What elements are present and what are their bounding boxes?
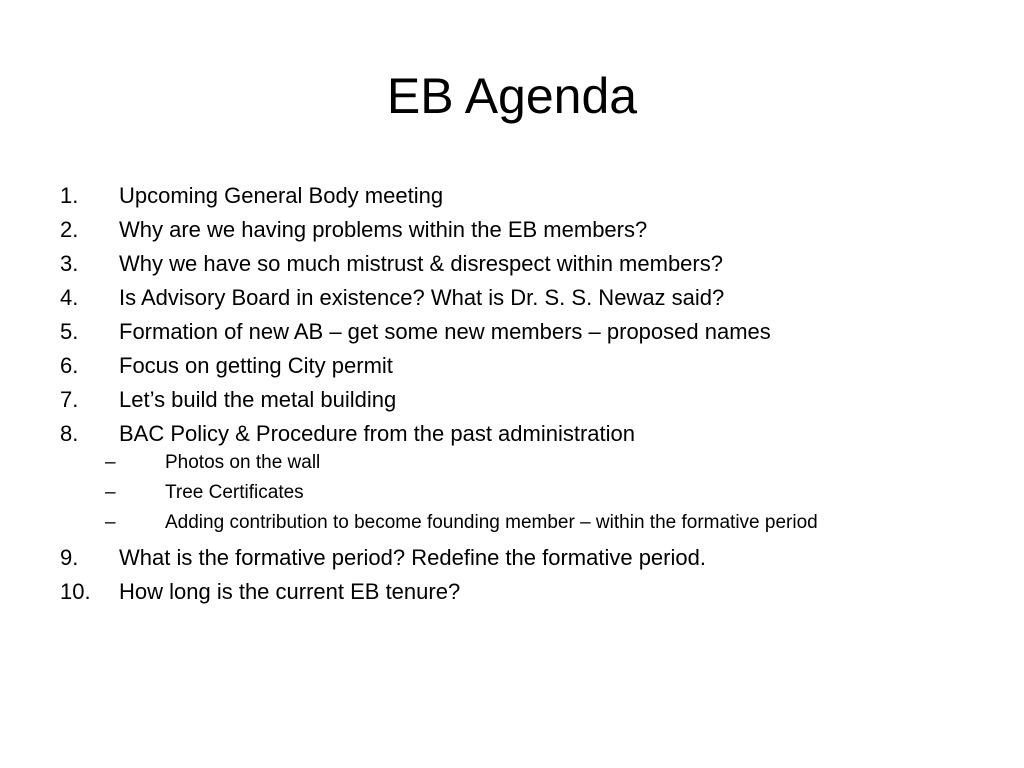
item-text: Upcoming General Body meeting	[119, 183, 444, 208]
agenda-subitem	[60, 511, 960, 535]
subitem-text: Adding contribution to become founding member – within the formative period	[165, 512, 818, 533]
item-text: Why are we having problems within the EB members?	[119, 217, 648, 242]
item-text: Why we have so much mistrust & disrespect within members?	[119, 251, 723, 276]
item-number: 1.	[60, 183, 79, 208]
agenda-item	[60, 281, 960, 315]
item-text: Let’s build the metal building	[119, 387, 397, 412]
agenda-item	[60, 315, 960, 349]
agenda-item	[60, 247, 960, 281]
item-text: Formation of new AB – get some new members – proposed names	[119, 319, 771, 344]
subitem-text: Tree Certificates	[165, 482, 304, 503]
item-number: 10.	[60, 579, 91, 604]
item-text: BAC Policy & Procedure from the past administration	[119, 421, 636, 446]
item-number: 5.	[60, 319, 79, 344]
item-number: 6.	[60, 353, 79, 378]
item-text: What is the formative period? Redefine the formative period.	[119, 545, 706, 570]
item-text: Focus on getting City permit	[119, 353, 393, 378]
agenda-item	[60, 541, 960, 575]
item-number: 8.	[60, 421, 79, 446]
item-number: 3.	[60, 251, 79, 276]
agenda-item	[60, 417, 960, 451]
item-number: 2.	[60, 217, 79, 242]
subitem-text: Photos on the wall	[165, 452, 321, 473]
agenda-list	[60, 179, 960, 609]
agenda-subitem	[60, 451, 960, 475]
agenda-item	[60, 383, 960, 417]
item-number: 9.	[60, 545, 79, 570]
agenda-item	[60, 575, 960, 609]
item-number: 4.	[60, 285, 79, 310]
item-number: 7.	[60, 387, 79, 412]
agenda-item	[60, 213, 960, 247]
agenda-item	[60, 349, 960, 383]
subitem-dash: –	[105, 482, 116, 503]
item-text: Is Advisory Board in existence? What is Dr. S. S. Newaz said?	[119, 285, 725, 310]
subitem-dash: –	[105, 452, 116, 473]
agenda-subitem	[60, 481, 960, 505]
subitem-dash: –	[105, 512, 116, 533]
slide-title: EB Agenda	[386, 68, 638, 124]
agenda-item	[60, 179, 960, 213]
item-text: How long is the current EB tenure?	[119, 579, 461, 604]
